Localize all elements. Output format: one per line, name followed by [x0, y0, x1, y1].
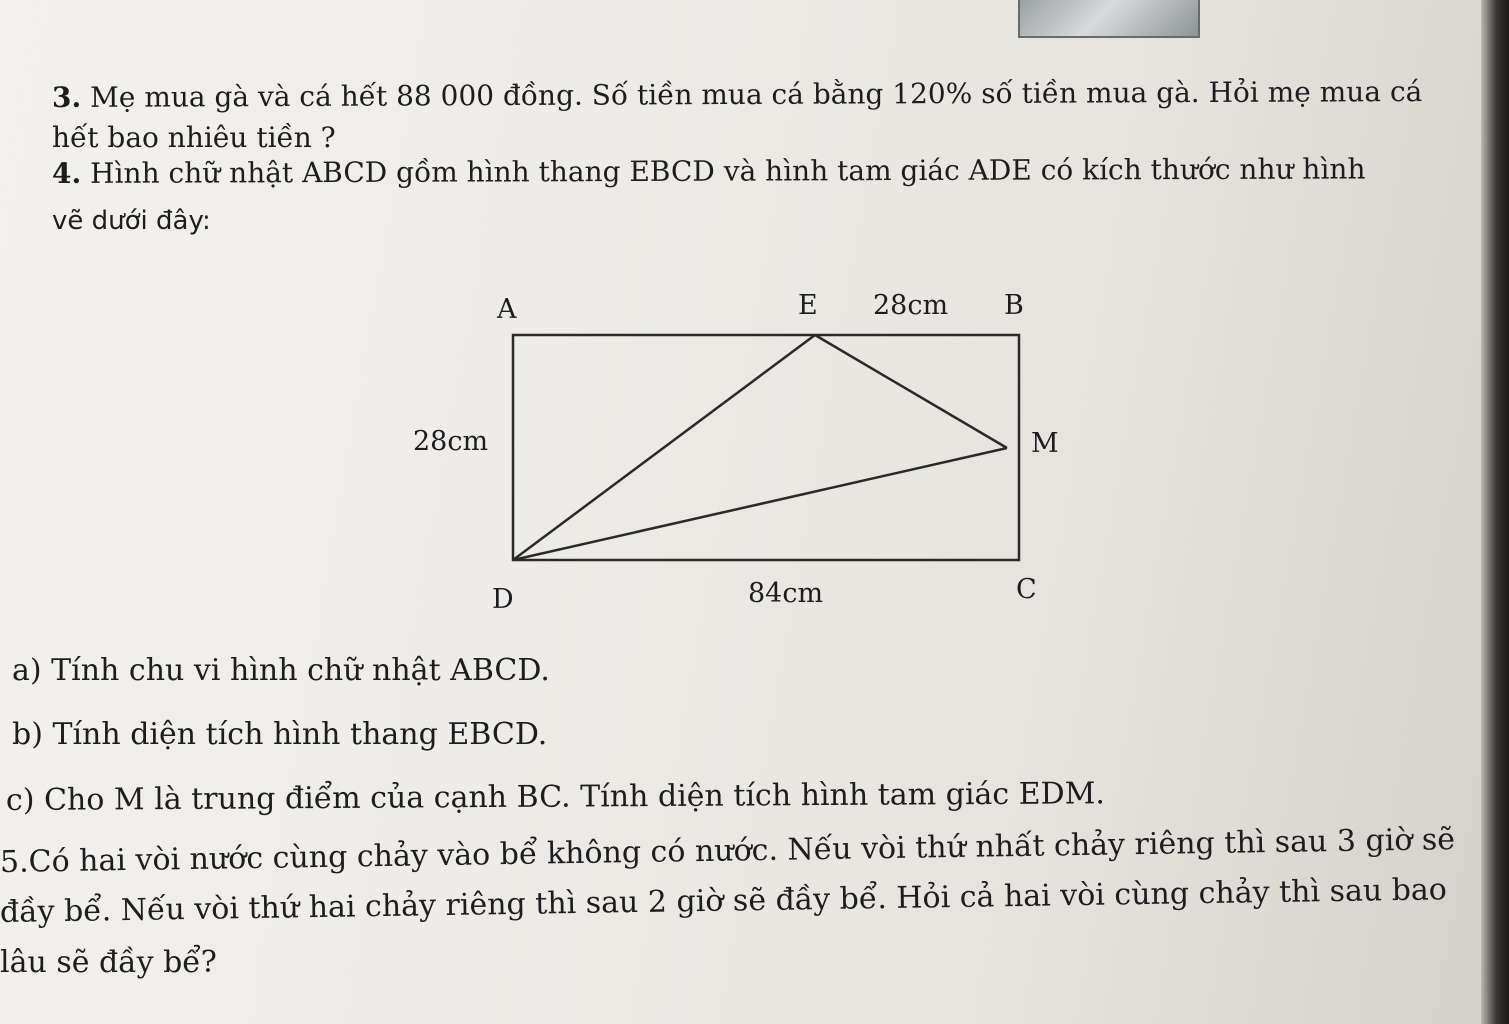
problem-3-text-1: Mẹ mua gà và cá hết 88 000 đồng. Số tiền mua cá bằng 120% số tiền mua gà. Hỏi mẹ mua cá: [90, 75, 1423, 114]
part-b: b) Tính diện tích hình thang EBCD.: [12, 717, 548, 752]
dimension-eb: 28cm: [873, 290, 949, 321]
part-a: a) Tính chu vi hình chữ nhật ABCD.: [12, 653, 550, 688]
problem-3-line-2: hết bao nhiêu tiền ?: [52, 121, 336, 154]
problem-4-text-1: Hình chữ nhật ABCD gồm hình thang EBCD và hình tam giác ADE có kích thước như hình: [90, 152, 1366, 190]
problem-5-line-3: lâu sẽ đầy bể?: [0, 945, 217, 980]
rectangle-abcd: [513, 335, 1019, 560]
label-e: E: [798, 290, 818, 321]
label-d: D: [492, 584, 514, 615]
problem-3-number: 3.: [51, 80, 82, 114]
dimension-dc: 84cm: [748, 578, 824, 609]
problem-4-number: 4.: [51, 156, 82, 190]
part-c: c) Cho M là trung điểm của cạnh BC. Tính diện tích hình tam giác EDM.: [5, 776, 1106, 818]
label-b: B: [1004, 290, 1024, 321]
problem-4-line-2: vẽ dưới đây:: [52, 206, 211, 236]
problem-5-line-2: đầy bể. Nếu vòi thứ hai chảy riêng thì sau 2 giờ sẽ đầy bể. Hỏi cả hai vòi cùng chảy thì sau bao: [0, 872, 1448, 930]
label-a: A: [497, 294, 517, 325]
label-m: M: [1031, 428, 1059, 459]
label-c: C: [1016, 574, 1037, 605]
dimension-ad: 28cm: [413, 426, 489, 457]
segment-em: [815, 335, 1007, 448]
problem-5-line-1: 5.Có hai vòi nước cùng chảy vào bể không có nước. Nếu vòi thứ nhất chảy riêng thì sau 3 giờ sẽ: [0, 822, 1456, 880]
